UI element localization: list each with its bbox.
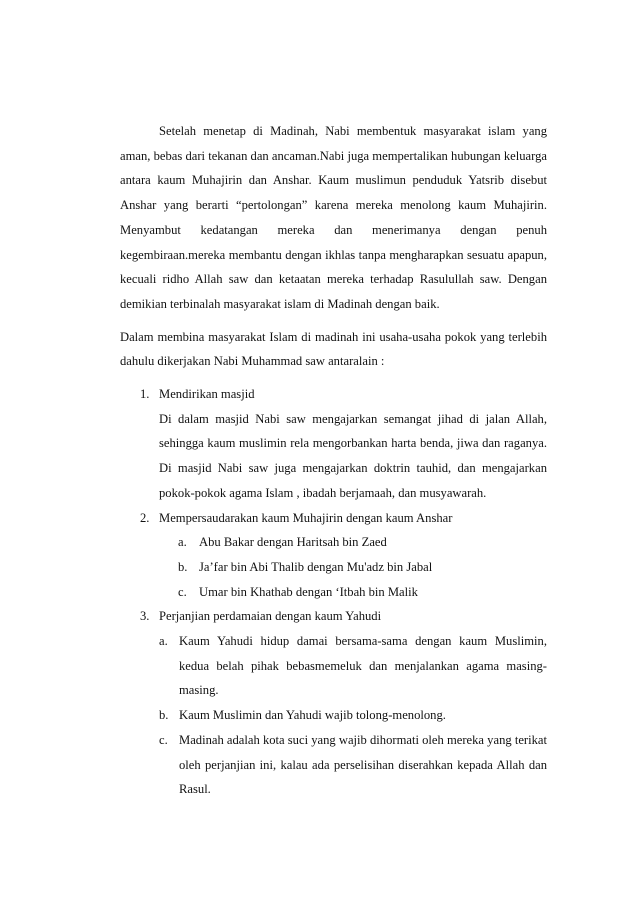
sub-list-letter: b. [159,708,169,723]
sub-list-item [159,555,547,580]
brotherhood-pairs-list [159,530,547,604]
sub-list-item [159,703,547,728]
sub-list-text: Kaum Yahudi hidup damai bersama-sama dengan kaum Muslimin, kedua belah pihak bebasmemeluk dan menjalankan agama masing-masing. [179,634,547,698]
sub-list-item [159,629,547,703]
list-item-number: 1. [140,387,150,402]
list-item-peace-treaty [120,604,547,802]
sub-list-item [159,580,547,605]
list-item-number: 2. [140,510,150,525]
list-item-body: Di dalam masjid Nabi saw mengajarkan semangat jihad di jalan Allah, sehingga kaum muslimin rela mengorbankan harta benda, jiwa dan raganya. Di masjid Nabi saw juga mengajarkan doktrin tauhid, dan mengajarkan pokok-pokok agama Islam , ibadah berjamaah, dan musyawarah. [159,411,547,500]
list-item-mosque [120,382,547,506]
document-content [120,119,547,802]
list-item-brotherhood [120,506,547,605]
list-item-number: 3. [140,609,150,624]
sub-list-text: Abu Bakar dengan Haritsah bin Zaed [199,535,387,550]
list-item-title: Perjanjian perdamaian dengan kaum Yahudi [159,609,382,624]
paragraph-madinah-society: Setelah menetap di Madinah, Nabi membentuk masyarakat islam yang aman, bebas dari tekanan dan ancaman.Nabi juga mempertalikan hubungan keluarga antara kaum Muhajirin dan Anshar. Kaum muslimun penduduk Yatsrib disebut Anshar yang berarti “pertolongan” karena mereka menolong kaum Muhajirin. Menyambut kedatangan mereka dan menerimanya dengan penuh kegembiraan.mereka membantu dengan ikhlas tanpa mengharapkan sesuatu apapun, kecuali ridho Allah saw dan ketaatan mereka terhadap Rasulullah saw. Dengan demikian terbinalah masyarakat islam di Madinah dengan baik. [120,124,547,311]
sub-list-item [159,530,547,555]
sub-list-item [159,728,547,802]
sub-list-text: Madinah adalah kota suci yang wajib dihormati oleh mereka yang terikat oleh perjanjian ini, kalau ada perselisihan diserahkan kepada Allah dan Rasul. [179,732,547,797]
sub-list-letter: c. [178,584,187,599]
sub-list-text: Kaum Muslimin dan Yahudi wajib tolong-menolong. [179,708,446,723]
sub-list-letter: a. [178,535,187,550]
efforts-list [120,382,547,802]
treaty-points-list [159,629,547,802]
sub-list-letter: a. [159,634,168,649]
list-item-title: Mendirikan masjid [159,387,255,402]
sub-list-letter: b. [178,559,188,574]
sub-list-text: Umar bin Khathab dengan ‘Itbah bin Malik [199,584,418,599]
sub-list-letter: c. [159,732,168,747]
sub-list-text: Ja’far bin Abi Thalib dengan Mu'adz bin Jabal [199,559,433,574]
list-item-title: Mempersaudarakan kaum Muhajirin dengan kaum Anshar [159,510,453,525]
paragraph-main-efforts: Dalam membina masyarakat Islam di madinah ini usaha-usaha pokok yang terlebih dahulu dikerjakan Nabi Muhammad saw antaralain : [120,329,547,369]
